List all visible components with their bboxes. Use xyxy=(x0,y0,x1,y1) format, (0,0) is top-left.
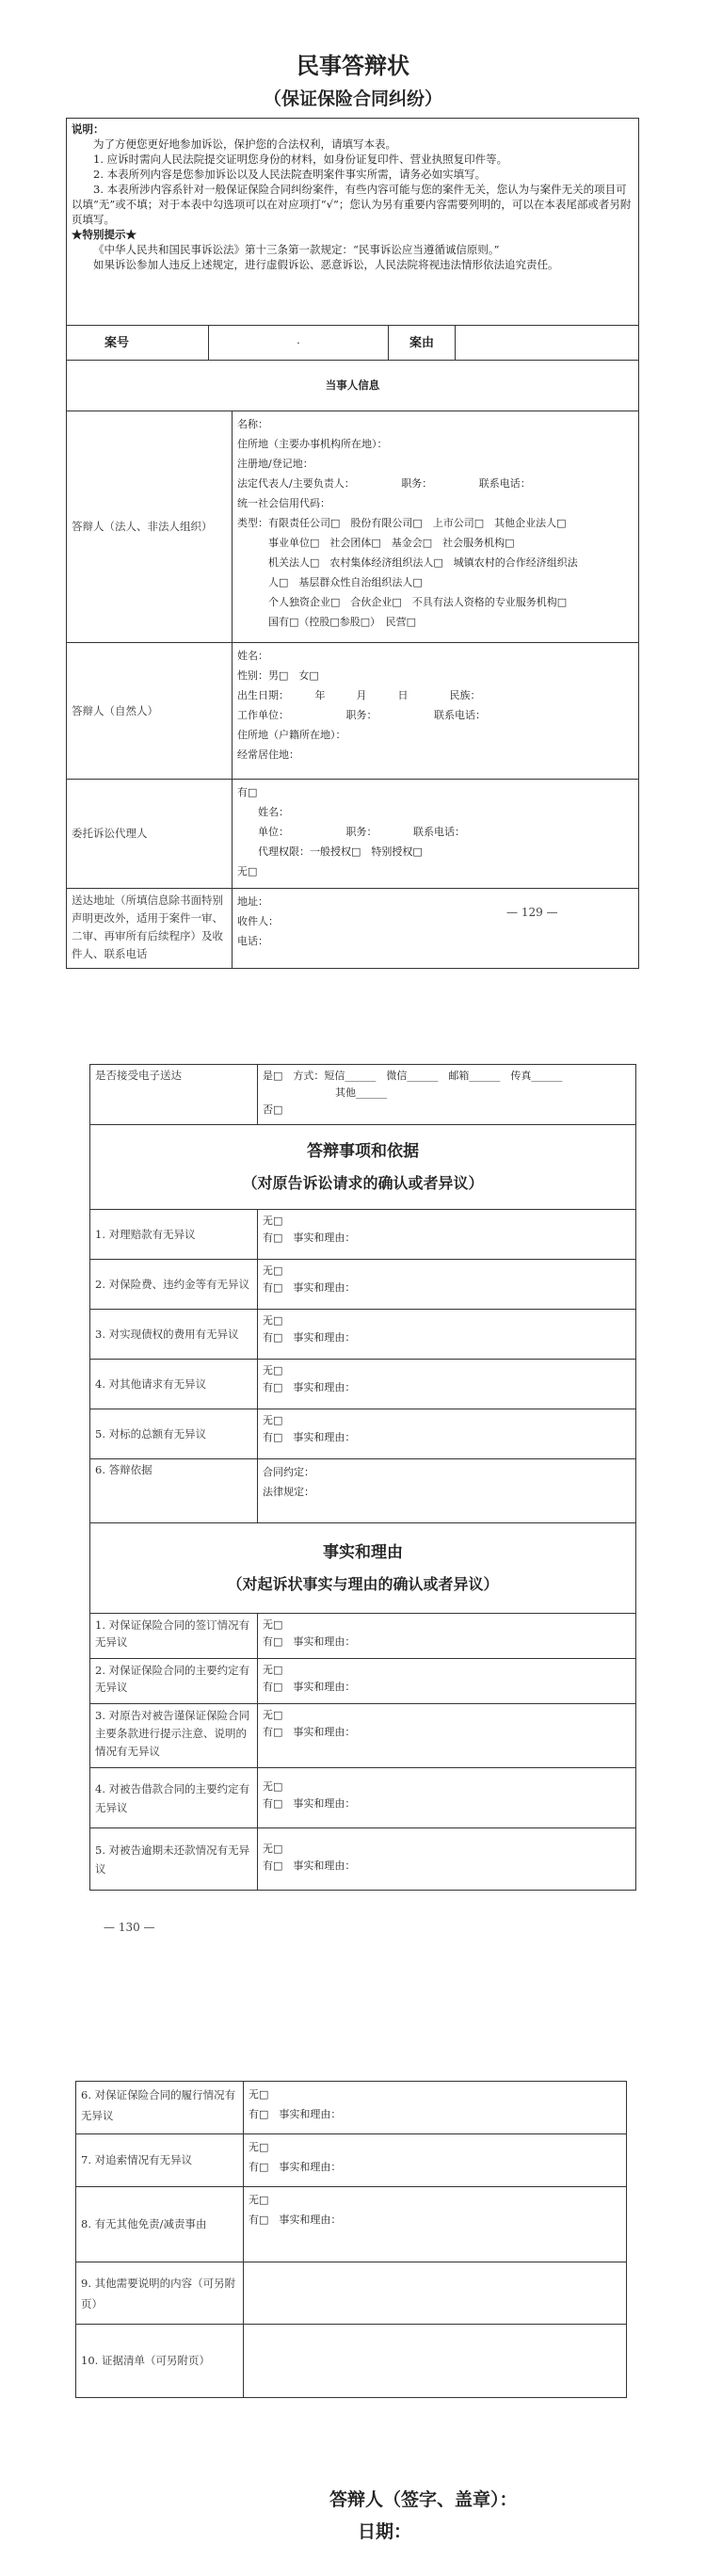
option-yes: 有□ 事实和理由： xyxy=(263,1726,356,1738)
agent-field-line: 无□ xyxy=(237,865,258,877)
electronic-service-fields[interactable] xyxy=(258,1065,636,1125)
facts-item-fields[interactable] xyxy=(258,1704,636,1768)
option-yes: 有□ 事实和理由： xyxy=(263,1797,356,1810)
corp-field-line: 统一社会信用代码： xyxy=(237,497,330,509)
option-yes: 有□ 事实和理由： xyxy=(263,1281,356,1294)
option-no: 无□ xyxy=(263,1414,283,1426)
defense-item-fields[interactable] xyxy=(258,1210,636,1260)
defense-table xyxy=(89,1064,636,1891)
document-title: 民事答辩状 xyxy=(297,52,409,79)
delivery-field-line: 地址： xyxy=(237,895,268,908)
corp-type-line: 人□ 基层群众性自治组织法人□ xyxy=(237,576,423,588)
document-subtitle: （保证保险合同纠纷） xyxy=(263,89,442,109)
facts-item-fields[interactable] xyxy=(244,2134,627,2187)
delivery-address-label: 送达地址（所填信息除书面特别声明更改外，适用于案件一审、二审、再审所有后续程序）及收件人、联系电话 xyxy=(67,889,233,969)
delivery-field-line: 收件人： xyxy=(237,915,279,927)
option-yes: 有□ 事实和理由： xyxy=(263,1860,356,1872)
note-line: 3. 本表所涉内容系针对一般保证保险合同纠纷案件，有些内容可能与您的案件无关，您认为与案件无关的项目可以填“无”或不填；对于本表中勾选项可以在对应项打“√”；您认为另有重要内容需要列明的，可以在本表尾部或者另附页填写。 xyxy=(72,183,632,226)
corp-field-line: 注册地/登记地： xyxy=(237,458,313,470)
corp-type-line: 国有□（控股□参股□） 民营□ xyxy=(237,616,417,628)
defense-subheading: （对原告诉讼请求的确认或者异议） xyxy=(242,1173,484,1192)
option-no: 无□ xyxy=(263,1664,283,1676)
note-line: 《中华人民共和国民事诉讼法》第十三条第一款规定：“民事诉讼应当遵循诚信原则。” xyxy=(93,243,500,256)
agent-field-line: 有□ xyxy=(237,786,258,798)
cause-field[interactable] xyxy=(455,326,638,360)
defense-basis-fields[interactable] xyxy=(258,1459,636,1523)
case-number-label: 案号 xyxy=(104,335,130,350)
facts-item-fields[interactable] xyxy=(244,2187,627,2262)
person-field-line: 工作单位： 职务： 联系电话： xyxy=(237,709,486,721)
page-number: — 129 — xyxy=(506,906,558,919)
facts-item-fields[interactable] xyxy=(258,1614,636,1659)
person-respondent-fields[interactable] xyxy=(233,643,639,780)
facts-item-fields[interactable] xyxy=(244,2082,627,2134)
notes-heading: 说明： xyxy=(72,122,104,136)
facts-item-label: 4. 对被告借款合同的主要约定有无异议 xyxy=(90,1768,258,1828)
option-no: 无□ xyxy=(249,2194,269,2206)
option-yes: 有□ 事实和理由： xyxy=(263,1381,356,1393)
defense-item-fields[interactable] xyxy=(258,1260,636,1310)
option-yes: 有□ 事实和理由： xyxy=(249,2214,342,2226)
other-notes-field[interactable] xyxy=(244,2262,627,2325)
corp-field-line: 名称： xyxy=(237,418,268,430)
delivery-field-line: 电话： xyxy=(237,935,268,947)
agent-field-line: 单位： 职务： 联系电话： xyxy=(237,826,465,838)
option-yes: 有□ 事实和理由： xyxy=(249,2108,342,2120)
esend-line: 否□ xyxy=(263,1103,283,1116)
facts-item-label: 8. 有无其他免责/减责事由 xyxy=(76,2187,244,2262)
facts-item-fields[interactable] xyxy=(258,1768,636,1828)
option-no: 无□ xyxy=(249,2141,269,2153)
option-no: 无□ xyxy=(263,1843,283,1855)
instructions-block xyxy=(67,119,639,326)
legal-basis-line: 法律规定： xyxy=(263,1486,314,1498)
note-line: 为了方便您更好地参加诉讼，保护您的合法权利，请填写本表。 xyxy=(93,137,396,151)
note-line: 1. 应诉时需向人民法院提交证明您身份的材料，如身份证复印件、营业执照复印件等。 xyxy=(93,153,508,166)
corp-field-line: 住所地（主要办事机构所在地）： xyxy=(237,438,388,450)
facts-item-fields[interactable] xyxy=(258,1828,636,1891)
defense-item-fields[interactable] xyxy=(258,1310,636,1360)
defense-item-label: 1. 对理赔款有无异议 xyxy=(90,1210,258,1260)
esend-line: 是□ 方式：短信______ 微信______ 邮箱______ 传真______ xyxy=(263,1070,563,1082)
evidence-list-field[interactable] xyxy=(244,2325,627,2398)
defense-item-label: 2. 对保险费、违约金等有无异议 xyxy=(90,1260,258,1310)
person-field-line: 住所地（户籍所在地）： xyxy=(237,729,346,741)
defense-item-fields[interactable] xyxy=(258,1360,636,1409)
party-info-heading: 当事人信息 xyxy=(67,361,639,411)
facts-table-continued xyxy=(75,2081,627,2398)
option-yes: 有□ 事实和理由： xyxy=(249,2161,342,2173)
facts-item-label: 6. 对保证保险合同的履行情况有无异议 xyxy=(76,2082,244,2134)
option-yes: 有□ 事实和理由： xyxy=(263,1681,356,1693)
defense-item-label: 3. 对实现债权的费用有无异议 xyxy=(90,1310,258,1360)
special-notice-heading: ★特别提示★ xyxy=(72,228,136,241)
option-no: 无□ xyxy=(263,1364,283,1377)
facts-item-label: 7. 对追索情况有无异议 xyxy=(76,2134,244,2187)
corp-type-line: 事业单位□ 社会团体□ 基金会□ 社会服务机构□ xyxy=(237,537,515,549)
person-field-line: 出生日期： 年 月 日 民族： xyxy=(237,689,481,701)
person-field-line: 性别：男□ 女□ xyxy=(237,669,319,682)
corp-respondent-label: 答辩人（法人、非法人组织） xyxy=(67,411,233,643)
option-no: 无□ xyxy=(263,1264,283,1277)
facts-item-label: 5. 对被告逾期未还款情况有无异议 xyxy=(90,1828,258,1891)
option-yes: 有□ 事实和理由： xyxy=(263,1331,356,1344)
facts-heading: 事实和理由 xyxy=(323,1542,403,1562)
electronic-service-label: 是否接受电子送达 xyxy=(90,1065,258,1125)
facts-subheading: （对起诉状事实与理由的确认或者异议） xyxy=(227,1574,499,1593)
facts-item-label: 2. 对保证保险合同的主要约定有无异议 xyxy=(90,1659,258,1704)
page-number: — 130 — xyxy=(104,1921,155,1934)
evidence-list-label: 10. 证据清单（可另附页） xyxy=(76,2325,244,2398)
other-notes-label: 9. 其他需要说明的内容（可另附页） xyxy=(76,2262,244,2325)
option-no: 无□ xyxy=(263,1618,283,1631)
corp-type-line: 机关法人□ 农村集体经济组织法人□ 城镇农村的合作经济组织法 xyxy=(237,556,578,569)
signature-label: 答辩人（签字、盖章）： xyxy=(329,2489,518,2510)
defense-item-label: 4. 对其他请求有无异议 xyxy=(90,1360,258,1409)
option-no: 无□ xyxy=(263,1215,283,1227)
facts-item-label: 1. 对保证保险合同的签订情况有无异议 xyxy=(90,1614,258,1659)
agent-field-line: 姓名： xyxy=(237,806,289,818)
note-line: 2. 本表所列内容是您参加诉讼以及人民法院查明案件事实所需，请务必如实填写。 xyxy=(93,168,487,181)
option-no: 无□ xyxy=(263,1709,283,1721)
note-line: 如果诉讼参加人违反上述规定，进行虚假诉讼、恶意诉讼，人民法院将视违法情形依法追究责任。 xyxy=(93,258,559,271)
option-yes: 有□ 事实和理由： xyxy=(263,1635,356,1648)
person-field-line: 姓名： xyxy=(237,650,268,662)
person-respondent-label: 答辩人（自然人） xyxy=(67,643,233,780)
corp-respondent-fields[interactable] xyxy=(233,411,639,643)
facts-item-label: 3. 对原告对被告谨保证保险合同主要条款进行提示注意、说明的情况有无异议 xyxy=(90,1704,258,1768)
corp-field-line: 法定代表人/主要负责人： 职务： 联系电话： xyxy=(237,477,531,490)
defense-item-fields[interactable] xyxy=(258,1409,636,1459)
agent-field-line: 代理权限：一般授权□ 特别授权□ xyxy=(237,845,423,858)
delivery-address-fields[interactable] xyxy=(233,889,639,969)
party-info-table xyxy=(66,118,639,969)
esend-line: 其他______ xyxy=(263,1087,387,1099)
option-yes: 有□ 事实和理由： xyxy=(263,1232,356,1244)
corp-type-line: 类型：有限责任公司□ 股份有限公司□ 上市公司□ 其他企业法人□ xyxy=(237,517,567,529)
option-no: 无□ xyxy=(249,2088,269,2101)
facts-item-fields[interactable] xyxy=(258,1659,636,1704)
option-no: 无□ xyxy=(263,1780,283,1793)
defense-heading: 答辩事项和依据 xyxy=(307,1141,419,1161)
option-yes: 有□ 事实和理由： xyxy=(263,1431,356,1443)
defense-item-label: 5. 对标的总额有无异议 xyxy=(90,1409,258,1459)
corp-type-line: 个人独资企业□ 合伙企业□ 不具有法人资格的专业服务机构□ xyxy=(237,596,568,608)
agent-label: 委托诉讼代理人 xyxy=(67,780,233,889)
person-field-line: 经常居住地： xyxy=(237,749,299,761)
case-number-field[interactable]: · xyxy=(208,326,389,360)
contract-basis-line: 合同约定： xyxy=(263,1466,314,1478)
cause-label: 案由 xyxy=(409,335,434,350)
defense-basis-label: 6. 答辩依据 xyxy=(90,1459,258,1523)
agent-fields[interactable] xyxy=(233,780,639,889)
date-label: 日期： xyxy=(358,2521,412,2542)
option-no: 无□ xyxy=(263,1314,283,1327)
